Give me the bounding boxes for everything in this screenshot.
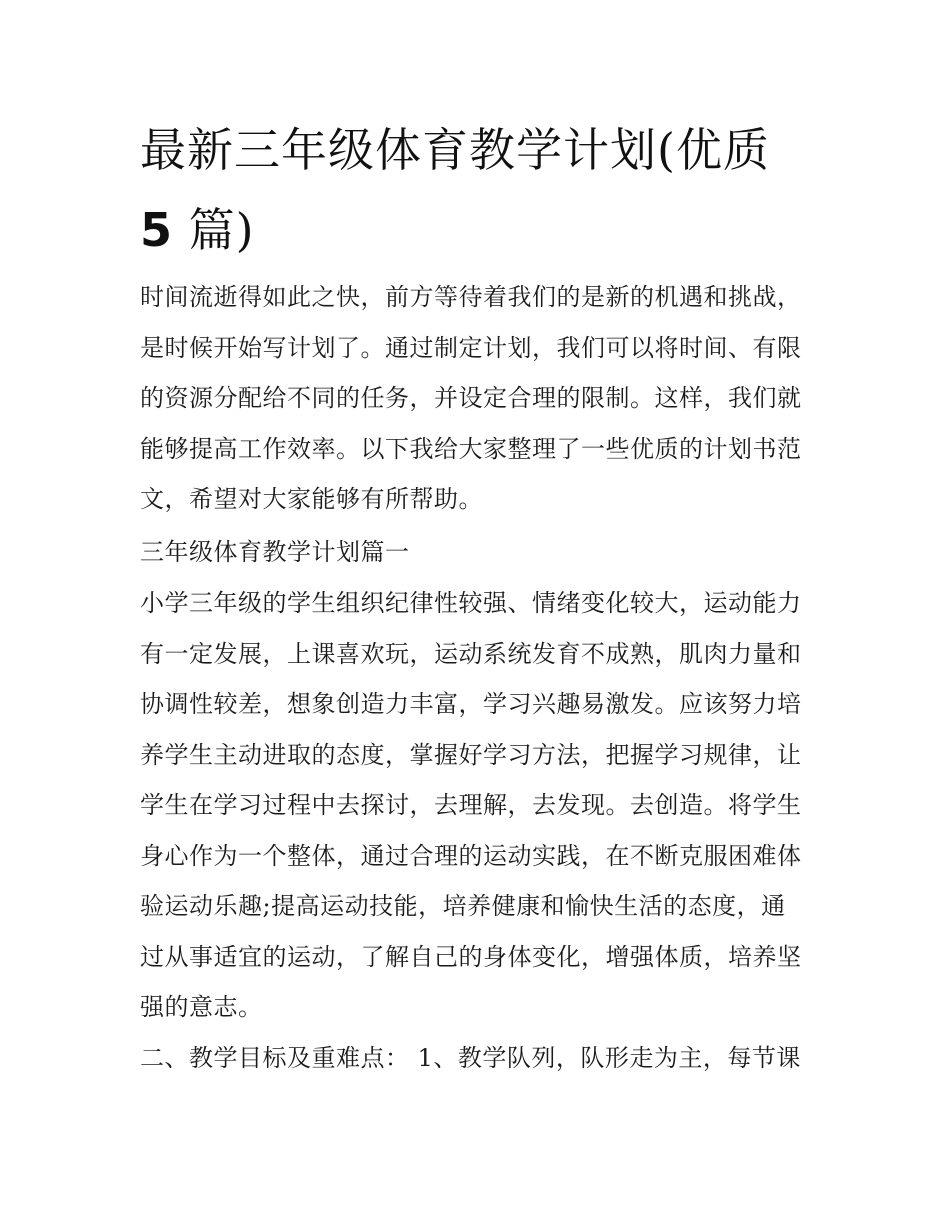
paragraph-line: 小学三年级的学生组织纪律性较强、情绪变化较大，运动能力 [140, 589, 802, 617]
paragraph-line: 协调性较差，想象创造力丰富，学习兴趣易激发。应该努力培 [140, 690, 802, 718]
paragraph-line: 文，希望对大家能够有所帮助。 [140, 485, 483, 513]
section-1-paragraph [140, 578, 830, 1033]
paragraph-line: 是时候开始写计划了。通过制定计划，我们可以将时间、有限 [140, 333, 802, 362]
paragraph-line: 验运动乐趣;提高运动技能，培养健康和愉快生活的态度，通 [140, 892, 786, 920]
section-2-paragraph [140, 1033, 830, 1084]
paragraph-line: 能够提高工作效率。以下我给大家整理了一些优质的计划书范 [140, 434, 802, 463]
section-heading [140, 527, 830, 578]
paragraph-line: 有一定发展，上课喜欢玩，运动系统发育不成熟，肌肉力量和 [140, 639, 802, 668]
title-line-2 [140, 190, 830, 270]
intro-paragraph [140, 272, 830, 525]
paragraph-line: 的资源分配给不同的任务，并设定合理的限制。这样，我们就 [140, 384, 802, 412]
paragraph-line: 身心作为一个整体，通过合理的运动实践，在不断克服困难体 [140, 841, 802, 870]
paragraph-line: 二、教学目标及重难点： 1、教学队列，队形走为主，每节课 [140, 1044, 801, 1072]
paragraph-line: 过从事适宜的运动，了解自己的身体变化，增强体质，培养坚 [140, 942, 802, 971]
paragraph-line: 养学生主动进取的态度，掌握好学习方法，把握学习规律，让 [140, 740, 802, 769]
paragraph-line: 学生在学习过程中去探讨，去理解，去发现。去创造。将学生 [140, 791, 802, 819]
document-title [140, 110, 830, 270]
title-number: 5 [140, 203, 174, 257]
title-line-1: 最新三年级体育教学计划(优质 [140, 123, 770, 177]
paragraph-line: 强的意志。 [140, 993, 263, 1021]
paragraph-line: 时间流逝得如此之快，前方等待着我们的是新的机遇和挑战， [140, 283, 802, 311]
section-heading-text: 三年级体育教学计划篇一 [140, 538, 410, 566]
title-line-2-rest: 篇) [173, 203, 255, 257]
